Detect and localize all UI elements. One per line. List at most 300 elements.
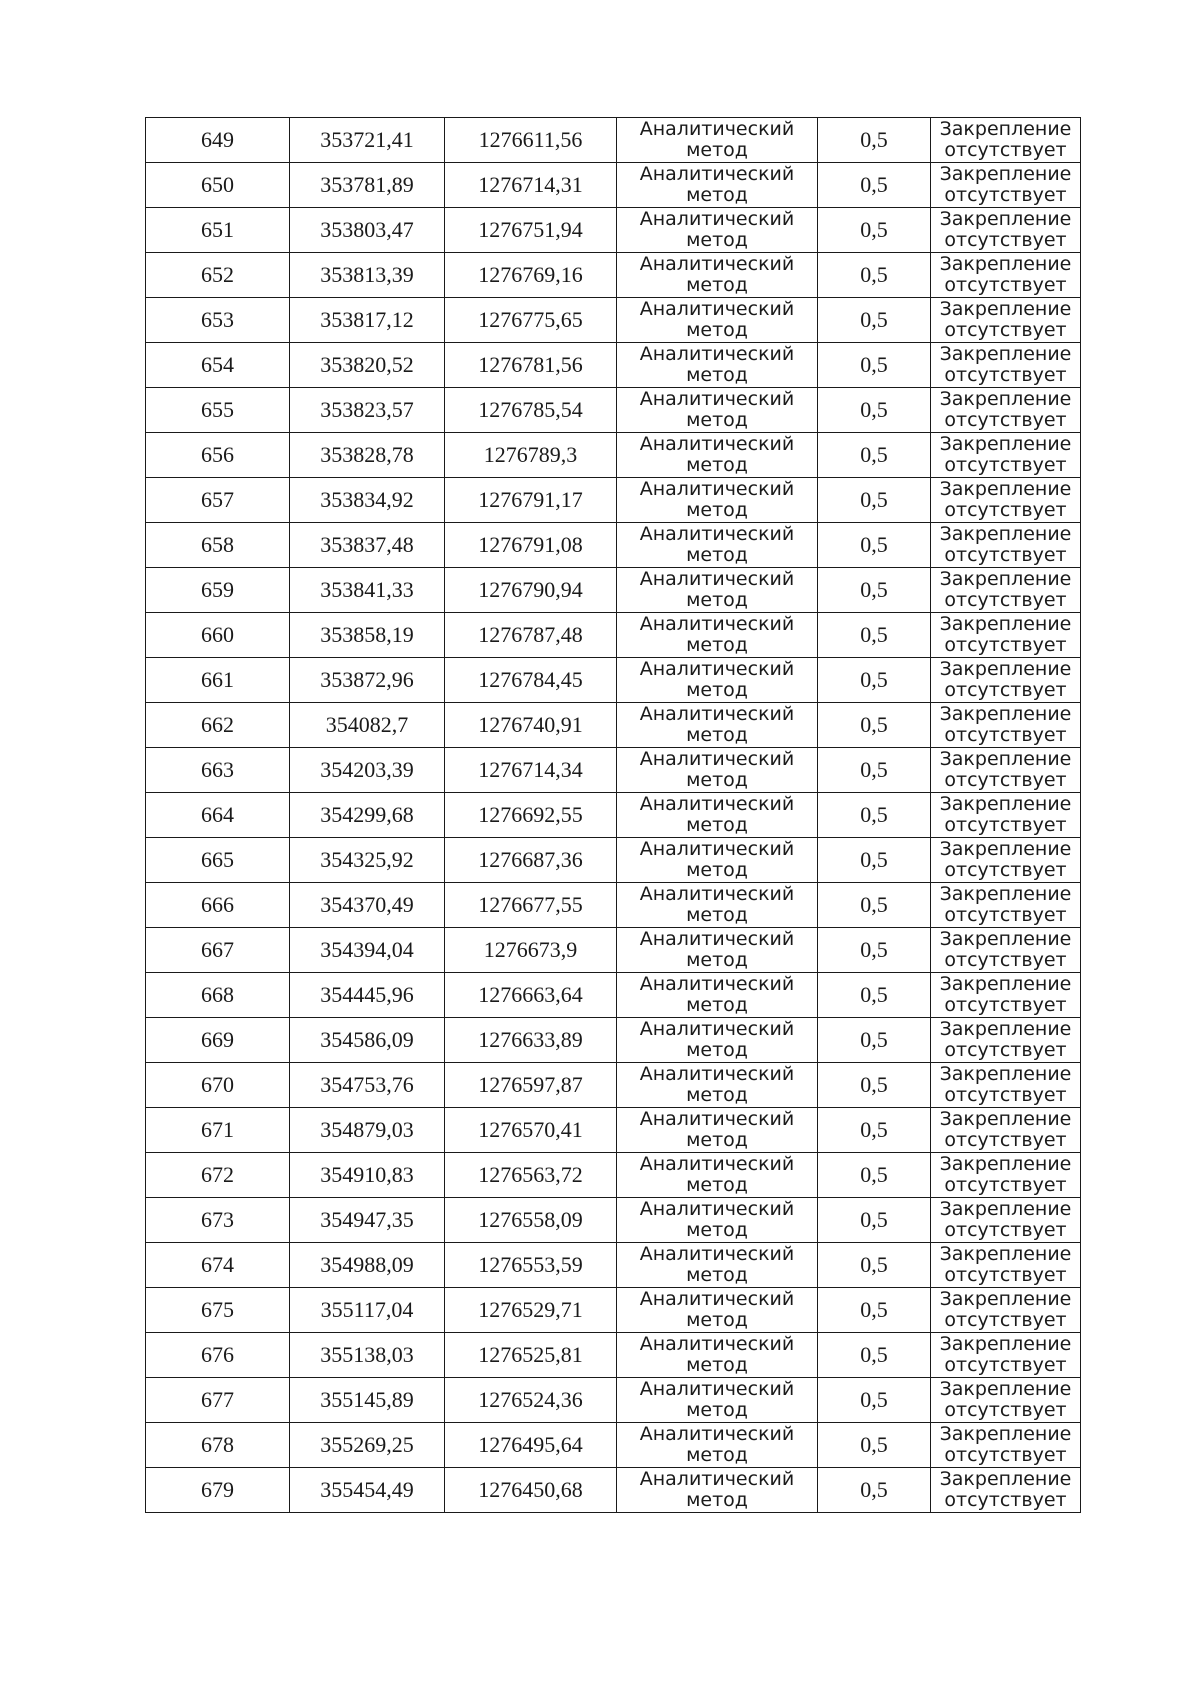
point-number-cell: 654 [146, 343, 290, 388]
method-line-1: Аналитический [639, 748, 795, 770]
fixing-line-1: Закрепление [939, 433, 1072, 455]
table-row [146, 1108, 1081, 1153]
table-row [146, 883, 1081, 928]
fixing-line-2: отсутствует [944, 1264, 1067, 1286]
point-number-cell: 668 [146, 973, 290, 1018]
table-row [146, 298, 1081, 343]
method-line-1: Аналитический [639, 208, 795, 230]
fixing-line-1: Закрепление [939, 1468, 1072, 1490]
fixing-line-2: отсутствует [944, 409, 1067, 431]
fixing-line-1: Закрепление [939, 118, 1072, 140]
fixing-line-2: отсутствует [944, 184, 1067, 206]
fixing-line-2: отсутствует [944, 1489, 1067, 1511]
method-cell [617, 1288, 818, 1333]
point-number-cell: 667 [146, 928, 290, 973]
fixing-line-1: Закрепление [939, 793, 1072, 815]
fixing-cell [931, 163, 1081, 208]
coord-y-cell: 1276525,81 [445, 1333, 617, 1378]
coord-x-cell: 355138,03 [290, 1333, 445, 1378]
method-line-1: Аналитический [639, 433, 795, 455]
fixing-cell [931, 793, 1081, 838]
fixing-line-1: Закрепление [939, 1423, 1072, 1445]
fixing-line-1: Закрепление [939, 1108, 1072, 1130]
fixing-line-2: отсутствует [944, 139, 1067, 161]
point-number-cell: 660 [146, 613, 290, 658]
accuracy-cell: 0,5 [818, 658, 931, 703]
accuracy-cell: 0,5 [818, 523, 931, 568]
accuracy-cell: 0,5 [818, 883, 931, 928]
fixing-line-2: отсутствует [944, 1309, 1067, 1331]
table-row [146, 1198, 1081, 1243]
coord-y-cell: 1276529,71 [445, 1288, 617, 1333]
fixing-line-1: Закрепление [939, 1198, 1072, 1220]
fixing-cell [931, 208, 1081, 253]
method-line-2: метод [686, 769, 748, 791]
method-line-2: метод [686, 634, 748, 656]
fixing-line-1: Закрепление [939, 523, 1072, 545]
coord-y-cell: 1276597,87 [445, 1063, 617, 1108]
fixing-cell [931, 1153, 1081, 1198]
table-row [146, 793, 1081, 838]
method-line-1: Аналитический [639, 1198, 795, 1220]
fixing-cell [931, 1378, 1081, 1423]
method-line-2: метод [686, 364, 748, 386]
fixing-cell [931, 568, 1081, 613]
method-line-2: метод [686, 1309, 748, 1331]
coord-y-cell: 1276751,94 [445, 208, 617, 253]
accuracy-cell: 0,5 [818, 793, 931, 838]
method-cell [617, 253, 818, 298]
point-number-cell: 679 [146, 1468, 290, 1513]
method-line-1: Аналитический [639, 478, 795, 500]
fixing-line-1: Закрепление [939, 478, 1072, 500]
coord-y-cell: 1276714,34 [445, 748, 617, 793]
coord-x-cell: 353828,78 [290, 433, 445, 478]
table-row [146, 568, 1081, 613]
table-row [146, 388, 1081, 433]
method-line-2: метод [686, 544, 748, 566]
fixing-line-2: отсутствует [944, 994, 1067, 1016]
accuracy-cell: 0,5 [818, 1333, 931, 1378]
method-line-1: Аналитический [639, 1378, 795, 1400]
method-line-2: метод [686, 499, 748, 521]
accuracy-cell: 0,5 [818, 748, 931, 793]
coord-y-cell: 1276524,36 [445, 1378, 617, 1423]
coord-y-cell: 1276740,91 [445, 703, 617, 748]
fixing-line-1: Закрепление [939, 1153, 1072, 1175]
point-number-cell: 666 [146, 883, 290, 928]
point-number-cell: 676 [146, 1333, 290, 1378]
accuracy-cell: 0,5 [818, 163, 931, 208]
fixing-line-2: отсутствует [944, 544, 1067, 566]
fixing-cell [931, 1423, 1081, 1468]
coord-x-cell: 354586,09 [290, 1018, 445, 1063]
fixing-line-2: отсутствует [944, 949, 1067, 971]
point-number-cell: 665 [146, 838, 290, 883]
coord-x-cell: 353721,41 [290, 118, 445, 163]
method-line-2: метод [686, 724, 748, 746]
method-line-2: метод [686, 1399, 748, 1421]
fixing-line-1: Закрепление [939, 1018, 1072, 1040]
coord-x-cell: 354879,03 [290, 1108, 445, 1153]
method-line-2: метод [686, 589, 748, 611]
fixing-cell [931, 883, 1081, 928]
fixing-line-2: отсутствует [944, 319, 1067, 341]
table-row [146, 1018, 1081, 1063]
method-cell [617, 343, 818, 388]
method-line-2: метод [686, 1444, 748, 1466]
method-cell [617, 1108, 818, 1153]
coord-x-cell: 353813,39 [290, 253, 445, 298]
fixing-cell [931, 1468, 1081, 1513]
method-line-1: Аналитический [639, 613, 795, 635]
accuracy-cell: 0,5 [818, 343, 931, 388]
accuracy-cell: 0,5 [818, 1378, 931, 1423]
method-line-2: метод [686, 184, 748, 206]
coord-y-cell: 1276450,68 [445, 1468, 617, 1513]
accuracy-cell: 0,5 [818, 478, 931, 523]
fixing-line-1: Закрепление [939, 1288, 1072, 1310]
method-line-2: метод [686, 1129, 748, 1151]
fixing-cell [931, 613, 1081, 658]
table-row [146, 343, 1081, 388]
accuracy-cell: 0,5 [818, 613, 931, 658]
point-number-cell: 670 [146, 1063, 290, 1108]
method-cell [617, 793, 818, 838]
method-cell [617, 1468, 818, 1513]
method-line-1: Аналитический [639, 253, 795, 275]
point-number-cell: 675 [146, 1288, 290, 1333]
table-row [146, 1333, 1081, 1378]
method-cell [617, 523, 818, 568]
table-row [146, 163, 1081, 208]
method-cell [617, 613, 818, 658]
method-line-2: метод [686, 319, 748, 341]
method-line-1: Аналитический [639, 388, 795, 410]
method-cell [617, 838, 818, 883]
point-number-cell: 653 [146, 298, 290, 343]
fixing-cell [931, 1333, 1081, 1378]
coord-x-cell: 354299,68 [290, 793, 445, 838]
fixing-cell [931, 1288, 1081, 1333]
accuracy-cell: 0,5 [818, 388, 931, 433]
coord-x-cell: 353803,47 [290, 208, 445, 253]
point-number-cell: 663 [146, 748, 290, 793]
table-row [146, 523, 1081, 568]
accuracy-cell: 0,5 [818, 568, 931, 613]
coord-y-cell: 1276495,64 [445, 1423, 617, 1468]
accuracy-cell: 0,5 [818, 1018, 931, 1063]
method-cell [617, 118, 818, 163]
table-row [146, 1423, 1081, 1468]
fixing-line-1: Закрепление [939, 1063, 1072, 1085]
fixing-line-1: Закрепление [939, 1333, 1072, 1355]
fixing-line-2: отсутствует [944, 1039, 1067, 1061]
method-line-2: метод [686, 274, 748, 296]
method-line-1: Аналитический [639, 523, 795, 545]
method-line-2: метод [686, 1264, 748, 1286]
accuracy-cell: 0,5 [818, 208, 931, 253]
coord-x-cell: 354082,7 [290, 703, 445, 748]
accuracy-cell: 0,5 [818, 1108, 931, 1153]
fixing-line-1: Закрепление [939, 163, 1072, 185]
method-line-1: Аналитический [639, 703, 795, 725]
coord-y-cell: 1276673,9 [445, 928, 617, 973]
method-line-1: Аналитический [639, 163, 795, 185]
method-cell [617, 478, 818, 523]
fixing-line-2: отсутствует [944, 859, 1067, 881]
method-cell [617, 703, 818, 748]
fixing-line-1: Закрепление [939, 568, 1072, 590]
coord-x-cell: 353872,96 [290, 658, 445, 703]
method-line-1: Аналитический [639, 658, 795, 680]
fixing-line-2: отсутствует [944, 1444, 1067, 1466]
method-cell [617, 748, 818, 793]
coord-x-cell: 354325,92 [290, 838, 445, 883]
fixing-line-2: отсутствует [944, 1084, 1067, 1106]
coord-x-cell: 354445,96 [290, 973, 445, 1018]
coord-x-cell: 353781,89 [290, 163, 445, 208]
accuracy-cell: 0,5 [818, 1288, 931, 1333]
fixing-line-1: Закрепление [939, 1378, 1072, 1400]
coord-x-cell: 354370,49 [290, 883, 445, 928]
method-line-2: метод [686, 949, 748, 971]
method-line-2: метод [686, 1174, 748, 1196]
fixing-cell [931, 1018, 1081, 1063]
point-number-cell: 651 [146, 208, 290, 253]
fixing-line-1: Закрепление [939, 613, 1072, 635]
method-line-2: метод [686, 859, 748, 881]
coord-y-cell: 1276687,36 [445, 838, 617, 883]
accuracy-cell: 0,5 [818, 1153, 931, 1198]
coord-y-cell: 1276769,16 [445, 253, 617, 298]
coord-x-cell: 354947,35 [290, 1198, 445, 1243]
fixing-line-1: Закрепление [939, 703, 1072, 725]
coord-y-cell: 1276775,65 [445, 298, 617, 343]
fixing-cell [931, 1198, 1081, 1243]
method-cell [617, 163, 818, 208]
method-line-1: Аналитический [639, 928, 795, 950]
fixing-line-2: отсутствует [944, 1399, 1067, 1421]
table-row [146, 928, 1081, 973]
coord-y-cell: 1276553,59 [445, 1243, 617, 1288]
accuracy-cell: 0,5 [818, 1063, 931, 1108]
method-cell [617, 208, 818, 253]
method-line-2: метод [686, 229, 748, 251]
method-cell [617, 883, 818, 928]
method-line-2: метод [686, 1084, 748, 1106]
method-cell [617, 1018, 818, 1063]
method-line-2: метод [686, 814, 748, 836]
coordinates-table [145, 117, 1081, 1513]
method-line-1: Аналитический [639, 1333, 795, 1355]
table-row [146, 1468, 1081, 1513]
method-line-1: Аналитический [639, 568, 795, 590]
coord-x-cell: 353834,92 [290, 478, 445, 523]
accuracy-cell: 0,5 [818, 1468, 931, 1513]
fixing-line-2: отсутствует [944, 814, 1067, 836]
table-row [146, 1378, 1081, 1423]
coord-x-cell: 353841,33 [290, 568, 445, 613]
point-number-cell: 649 [146, 118, 290, 163]
method-cell [617, 1333, 818, 1378]
method-line-2: метод [686, 409, 748, 431]
table-row [146, 433, 1081, 478]
coord-y-cell: 1276787,48 [445, 613, 617, 658]
fixing-line-1: Закрепление [939, 838, 1072, 860]
coord-x-cell: 354753,76 [290, 1063, 445, 1108]
accuracy-cell: 0,5 [818, 433, 931, 478]
fixing-line-1: Закрепление [939, 343, 1072, 365]
method-cell [617, 298, 818, 343]
method-line-2: метод [686, 904, 748, 926]
coord-x-cell: 354203,39 [290, 748, 445, 793]
method-line-2: метод [686, 139, 748, 161]
method-line-1: Аналитический [639, 973, 795, 995]
method-line-1: Аналитический [639, 1468, 795, 1490]
coord-x-cell: 354910,83 [290, 1153, 445, 1198]
accuracy-cell: 0,5 [818, 298, 931, 343]
accuracy-cell: 0,5 [818, 1423, 931, 1468]
fixing-line-2: отсутствует [944, 724, 1067, 746]
method-cell [617, 1153, 818, 1198]
method-cell [617, 388, 818, 433]
fixing-line-2: отсутствует [944, 904, 1067, 926]
fixing-line-2: отсутствует [944, 274, 1067, 296]
accuracy-cell: 0,5 [818, 1198, 931, 1243]
coord-x-cell: 355145,89 [290, 1378, 445, 1423]
fixing-cell [931, 658, 1081, 703]
method-cell [617, 1063, 818, 1108]
coord-y-cell: 1276714,31 [445, 163, 617, 208]
method-line-1: Аналитический [639, 343, 795, 365]
table-row [146, 1153, 1081, 1198]
method-cell [617, 1378, 818, 1423]
accuracy-cell: 0,5 [818, 253, 931, 298]
fixing-line-2: отсутствует [944, 1174, 1067, 1196]
coord-y-cell: 1276570,41 [445, 1108, 617, 1153]
accuracy-cell: 0,5 [818, 703, 931, 748]
point-number-cell: 664 [146, 793, 290, 838]
fixing-line-1: Закрепление [939, 928, 1072, 950]
coord-y-cell: 1276789,3 [445, 433, 617, 478]
table-row [146, 478, 1081, 523]
fixing-cell [931, 973, 1081, 1018]
coord-y-cell: 1276677,55 [445, 883, 617, 928]
coord-x-cell: 353837,48 [290, 523, 445, 568]
coord-y-cell: 1276791,08 [445, 523, 617, 568]
point-number-cell: 673 [146, 1198, 290, 1243]
table-row [146, 973, 1081, 1018]
table-row [146, 1063, 1081, 1108]
fixing-cell [931, 343, 1081, 388]
fixing-line-2: отсутствует [944, 229, 1067, 251]
fixing-line-1: Закрепление [939, 973, 1072, 995]
table-row [146, 1288, 1081, 1333]
method-line-2: метод [686, 1489, 748, 1511]
table-row [146, 613, 1081, 658]
fixing-line-2: отсутствует [944, 634, 1067, 656]
coord-y-cell: 1276785,54 [445, 388, 617, 433]
fixing-line-1: Закрепление [939, 883, 1072, 905]
method-cell [617, 973, 818, 1018]
fixing-cell [931, 388, 1081, 433]
accuracy-cell: 0,5 [818, 838, 931, 883]
point-number-cell: 678 [146, 1423, 290, 1468]
method-line-1: Аналитический [639, 1288, 795, 1310]
method-line-1: Аналитический [639, 883, 795, 905]
fixing-line-2: отсутствует [944, 679, 1067, 701]
fixing-cell [931, 928, 1081, 973]
coord-x-cell: 355269,25 [290, 1423, 445, 1468]
fixing-line-2: отсутствует [944, 769, 1067, 791]
fixing-line-1: Закрепление [939, 388, 1072, 410]
method-line-1: Аналитический [639, 838, 795, 860]
point-number-cell: 652 [146, 253, 290, 298]
point-number-cell: 655 [146, 388, 290, 433]
point-number-cell: 659 [146, 568, 290, 613]
method-line-1: Аналитический [639, 793, 795, 815]
fixing-cell [931, 253, 1081, 298]
method-line-1: Аналитический [639, 1063, 795, 1085]
fixing-line-2: отсутствует [944, 1354, 1067, 1376]
table-row [146, 703, 1081, 748]
method-line-1: Аналитический [639, 118, 795, 140]
table-row [146, 118, 1081, 163]
point-number-cell: 672 [146, 1153, 290, 1198]
table-body [146, 118, 1081, 1513]
fixing-line-2: отсутствует [944, 1129, 1067, 1151]
method-line-2: метод [686, 679, 748, 701]
method-cell [617, 1423, 818, 1468]
method-line-1: Аналитический [639, 298, 795, 320]
fixing-line-2: отсутствует [944, 454, 1067, 476]
coord-x-cell: 354988,09 [290, 1243, 445, 1288]
coord-x-cell: 353823,57 [290, 388, 445, 433]
coord-y-cell: 1276790,94 [445, 568, 617, 613]
method-cell [617, 568, 818, 613]
point-number-cell: 669 [146, 1018, 290, 1063]
coord-y-cell: 1276791,17 [445, 478, 617, 523]
fixing-line-1: Закрепление [939, 658, 1072, 680]
point-number-cell: 671 [146, 1108, 290, 1153]
fixing-cell [931, 118, 1081, 163]
point-number-cell: 661 [146, 658, 290, 703]
table-row [146, 748, 1081, 793]
fixing-cell [931, 1063, 1081, 1108]
method-line-2: метод [686, 1219, 748, 1241]
method-line-2: метод [686, 1354, 748, 1376]
point-number-cell: 657 [146, 478, 290, 523]
coord-x-cell: 353820,52 [290, 343, 445, 388]
table-row [146, 658, 1081, 703]
accuracy-cell: 0,5 [818, 928, 931, 973]
coord-x-cell: 355117,04 [290, 1288, 445, 1333]
coord-x-cell: 353817,12 [290, 298, 445, 343]
fixing-cell [931, 298, 1081, 343]
method-line-1: Аналитический [639, 1423, 795, 1445]
accuracy-cell: 0,5 [818, 1243, 931, 1288]
fixing-cell [931, 478, 1081, 523]
method-line-2: метод [686, 994, 748, 1016]
point-number-cell: 650 [146, 163, 290, 208]
fixing-cell [931, 433, 1081, 478]
coord-y-cell: 1276563,72 [445, 1153, 617, 1198]
method-cell [617, 433, 818, 478]
coord-y-cell: 1276781,56 [445, 343, 617, 388]
method-line-2: метод [686, 1039, 748, 1061]
coord-x-cell: 353858,19 [290, 613, 445, 658]
